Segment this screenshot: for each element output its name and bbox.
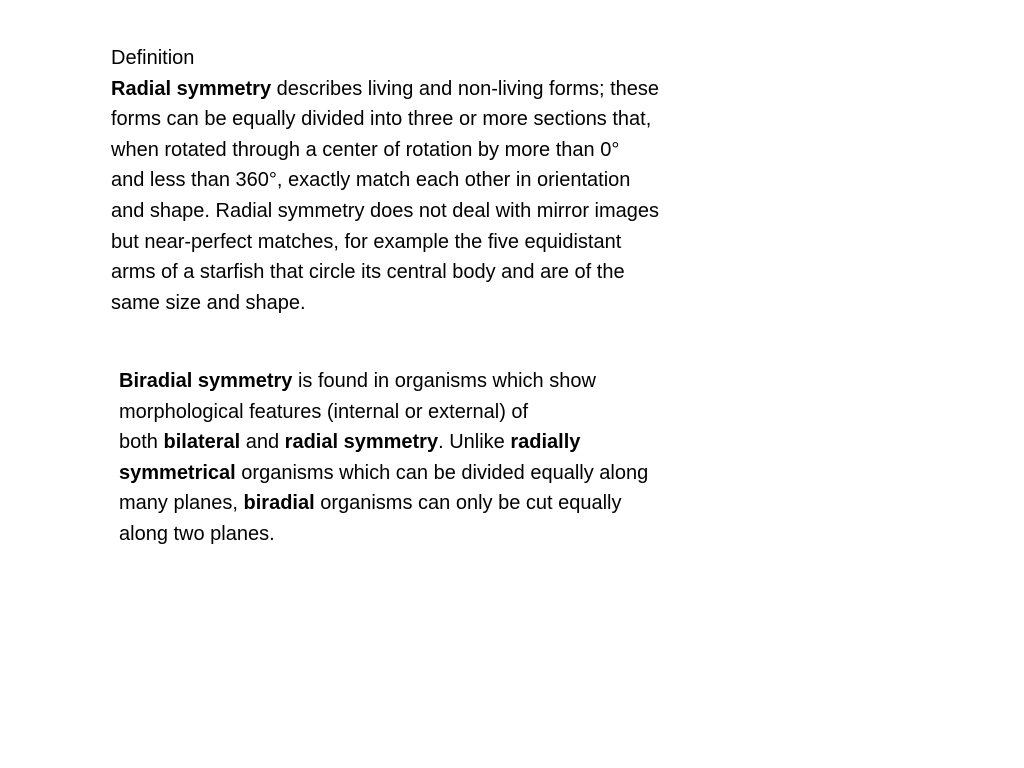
text-run: forms can be equally divided into three or more sections that, [111,108,652,131]
bold-term: symmetrical [119,461,236,484]
text-run: and shape. Radial symmetry does not deal with mirror images [111,199,660,222]
text-run: organisms which can be divided equally along [235,461,649,484]
bold-term: Radial symmetry [111,77,272,100]
text-run: both [119,431,164,454]
text-run: but near-perfect matches, for example the five equidistant [111,230,622,253]
definition-paragraph [111,74,771,319]
biradial-line [119,519,739,550]
text-run: is found in organisms which show [292,370,596,392]
biradial-line [119,427,739,458]
biradial-line [119,488,739,519]
text-run: organisms can only be cut equally [314,492,622,515]
bold-term: radially [510,431,581,454]
definition-line [111,165,771,196]
definition-line [111,196,771,227]
biradial-line [119,397,739,428]
text-run: same size and shape. [111,291,306,314]
biradial-line [119,366,739,397]
bold-term: radial symmetry [284,431,439,454]
bold-term: bilateral [163,431,241,454]
text-run: along two planes. [119,522,275,545]
definition-line [111,135,771,166]
definition-line [111,227,771,258]
text-run: . Unlike [438,431,511,454]
text-run: many planes, [119,492,244,515]
definition-line [111,104,771,135]
text-run: when rotated through a center of rotation by more than 0° [111,138,620,161]
bold-term: Biradial symmetry [119,370,293,392]
definition-line [111,74,771,105]
definition-line [111,288,771,319]
definition-line [111,257,771,288]
biradial-line [119,458,739,489]
text-run: and less than 360°, exactly match each other in orientation [111,169,631,192]
definition-heading: Definition [111,47,195,69]
bold-term: biradial [243,492,315,515]
biradial-paragraph [119,366,739,550]
biradial-text-block [119,366,739,550]
text-run: describes living and non-living forms; these [271,77,660,100]
text-run: arms of a starfish that circle its central body and are of the [111,261,625,284]
text-run: morphological features (internal or external) of [119,400,529,423]
text-run: and [240,431,285,454]
definition-text-block [111,43,771,318]
